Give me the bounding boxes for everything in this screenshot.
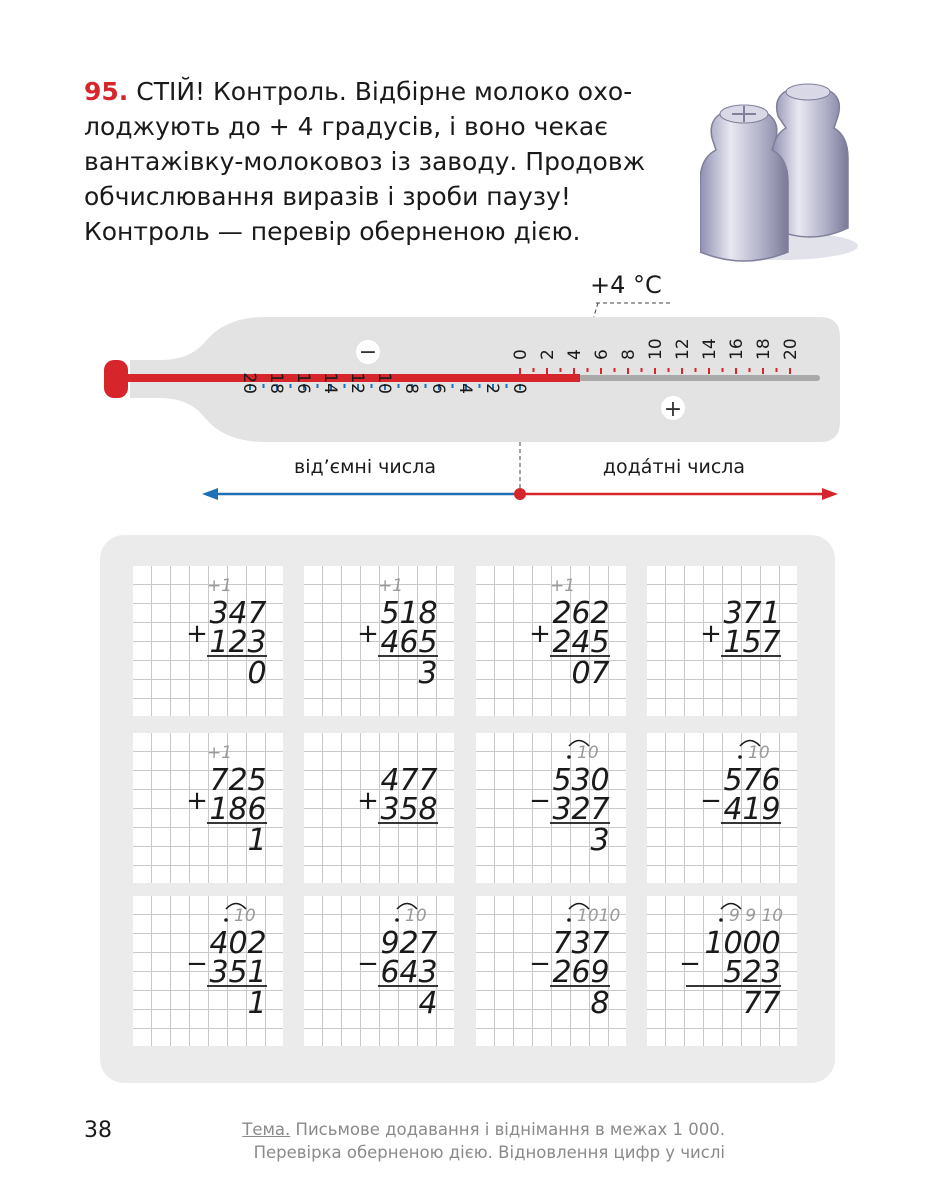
- minus-operator: −: [700, 786, 722, 816]
- minus-sign-icon: −: [358, 340, 378, 365]
- carry-hint: +1: [207, 743, 233, 763]
- exercise-grid: [304, 566, 454, 716]
- positive-scale-label: 16: [727, 338, 747, 360]
- bottom-digit: 6: [380, 955, 400, 990]
- bottom-digit: 4: [380, 625, 400, 660]
- theme-label: Тема.: [242, 1120, 291, 1139]
- bottom-digit: 8: [228, 792, 248, 827]
- top-digit: 5: [552, 763, 572, 798]
- negative-scale-label: 10: [374, 372, 394, 394]
- top-digit: 0: [723, 926, 743, 961]
- bottom-digit: 9: [761, 792, 781, 827]
- top-digit: 7: [742, 763, 762, 798]
- negative-scale-label: 8: [401, 383, 421, 394]
- positive-scale-label: 0: [511, 349, 531, 360]
- positive-scale-label: 18: [754, 338, 774, 360]
- bottom-digit: 6: [399, 625, 419, 660]
- negative-scale-label: 6: [428, 383, 448, 394]
- bottom-digit: 2: [228, 625, 248, 660]
- bottom-digit: 5: [228, 955, 248, 990]
- bottom-digit: 9: [590, 955, 610, 990]
- borrow-dot-icon: [738, 755, 742, 759]
- top-digit: 7: [418, 926, 438, 961]
- top-digit: 5: [380, 596, 400, 631]
- theme-footer: [200, 1118, 725, 1164]
- bottom-digit: 1: [723, 625, 743, 660]
- result-digit: 4: [418, 986, 438, 1021]
- top-digit: 7: [590, 926, 610, 961]
- thermometer-reading: +4 °C: [590, 271, 662, 299]
- result-digit: 7: [761, 986, 781, 1021]
- task-line-3: вантажівку-молоковоз із заводу. Продовж: [84, 147, 646, 176]
- page-number: 38: [84, 1118, 112, 1143]
- plus-operator: +: [357, 619, 379, 649]
- thermometer-diagram: [0, 270, 935, 520]
- result-digit: 1: [247, 823, 267, 858]
- top-digit: 2: [247, 926, 267, 961]
- carry-hint: 10: [577, 743, 599, 763]
- top-digit: 4: [380, 763, 400, 798]
- task-line-4: обчислювання виразів і зроби паузу!: [84, 182, 571, 211]
- carry-hint: +1: [207, 576, 233, 596]
- positive-arrow-head: [822, 488, 838, 500]
- exercise-grid: [304, 896, 454, 1046]
- exercise-grid: [133, 896, 283, 1046]
- bottom-digit: 7: [590, 792, 610, 827]
- negative-arrow-head: [202, 488, 218, 500]
- minus-operator: −: [529, 949, 551, 979]
- positive-scale-label: 14: [700, 338, 720, 360]
- carry-hint: 10: [234, 906, 256, 926]
- top-digit: 7: [247, 596, 267, 631]
- bottom-digit: 2: [552, 625, 572, 660]
- theme-line-2: Перевірка оберненою дією. Відновлення цифр у числі: [253, 1143, 725, 1162]
- borrow-dot-icon: [567, 755, 571, 759]
- task-text: [84, 74, 684, 249]
- bottom-digit: 8: [418, 792, 438, 827]
- bottom-digit: 1: [209, 625, 229, 660]
- negative-scale-label: 16: [293, 372, 313, 394]
- positive-scale-label: 4: [565, 349, 585, 360]
- plus-operator: +: [186, 786, 208, 816]
- bottom-digit: 5: [590, 625, 610, 660]
- carry-hint: +1: [550, 576, 576, 596]
- bottom-digit: 3: [380, 792, 400, 827]
- negative-scale-label: 0: [509, 383, 529, 394]
- top-digit: 0: [590, 763, 610, 798]
- top-digit: 7: [209, 763, 229, 798]
- task-line-2: лоджують до + 4 градусів, і воно чекає: [84, 112, 608, 141]
- result-digit: 8: [590, 986, 610, 1021]
- borrow-dot-icon: [719, 918, 723, 922]
- plus-sign-icon: +: [663, 397, 683, 422]
- bottom-digit: 1: [742, 792, 762, 827]
- top-digit: 2: [399, 926, 419, 961]
- carry-hint: 9 9 10: [729, 906, 784, 926]
- positive-scale-label: 20: [781, 338, 801, 360]
- positive-scale-label: 6: [592, 349, 612, 360]
- top-digit: 4: [209, 926, 229, 961]
- bottom-digit: 6: [571, 955, 591, 990]
- plus-operator: +: [186, 619, 208, 649]
- result-digit: 7: [590, 656, 610, 691]
- negative-scale-label: 12: [347, 372, 367, 394]
- top-digit: 7: [418, 763, 438, 798]
- top-digit: 2: [228, 763, 248, 798]
- positive-scale-label: 10: [646, 338, 666, 360]
- top-digit: 3: [209, 596, 229, 631]
- top-digit: 7: [552, 926, 572, 961]
- positive-scale-label: 8: [619, 349, 639, 360]
- exercise-grid: [133, 733, 283, 883]
- bottom-digit: 4: [399, 955, 419, 990]
- result-digit: 3: [590, 823, 610, 858]
- carry-hint: 1010: [577, 906, 621, 926]
- exercise-grid: [647, 733, 797, 883]
- milk-cans-illustration: [700, 78, 860, 268]
- top-digit: 4: [228, 596, 248, 631]
- bottom-digit: 5: [723, 955, 743, 990]
- bottom-digit: 7: [761, 625, 781, 660]
- result-digit: 0: [247, 656, 267, 691]
- task-line-5: Контроль — перевір оберненою дією.: [84, 217, 581, 246]
- bottom-digit: 5: [418, 625, 438, 660]
- thermometer-bulb: [104, 360, 128, 398]
- top-digit: 2: [552, 596, 572, 631]
- mercury-column: [110, 374, 580, 382]
- negative-scale-label: 20: [239, 372, 259, 394]
- result-digit: 7: [742, 986, 762, 1021]
- exercise-grid: [133, 566, 283, 716]
- bottom-digit: 3: [247, 625, 267, 660]
- exercise-grid: [647, 566, 797, 716]
- exercise-grid: [476, 896, 626, 1046]
- thermometer-tube: [575, 375, 820, 381]
- positive-scale-label: 12: [673, 338, 693, 360]
- top-digit: 0: [742, 926, 762, 961]
- bottom-digit: 3: [761, 955, 781, 990]
- carry-hint: 10: [748, 743, 770, 763]
- bottom-digit: 1: [247, 955, 267, 990]
- exercise-grid: [476, 566, 626, 716]
- positive-scale-label: 2: [538, 349, 558, 360]
- result-digit: 0: [571, 656, 591, 691]
- top-digit: 0: [761, 926, 781, 961]
- top-digit: 1: [761, 596, 781, 631]
- bottom-digit: 3: [418, 955, 438, 990]
- exercise-grid: [304, 733, 454, 883]
- top-digit: 5: [723, 763, 743, 798]
- top-digit: 6: [761, 763, 781, 798]
- top-digit: 5: [247, 763, 267, 798]
- borrow-dot-icon: [567, 918, 571, 922]
- plus-operator: +: [529, 619, 551, 649]
- task-line-1: 95. СТІЙ! Контроль. Відбірне молоко охо-: [84, 77, 633, 106]
- top-digit: 0: [228, 926, 248, 961]
- theme-line-1: Письмове додавання і віднімання в межах 1 000.: [290, 1120, 725, 1139]
- exercise-grid: [476, 733, 626, 883]
- top-digit: 3: [571, 926, 591, 961]
- bottom-digit: 6: [247, 792, 267, 827]
- bottom-digit: 2: [571, 792, 591, 827]
- bottom-digit: 4: [723, 792, 743, 827]
- negative-numbers-label: від’ємні числа: [294, 456, 436, 478]
- bottom-digit: 3: [209, 955, 229, 990]
- negative-scale-label: 2: [482, 383, 502, 394]
- plus-operator: +: [357, 786, 379, 816]
- bottom-digit: 3: [552, 792, 572, 827]
- result-digit: 3: [418, 656, 438, 691]
- top-digit: 8: [418, 596, 438, 631]
- bottom-digit: 1: [209, 792, 229, 827]
- negative-scale-label: 14: [320, 372, 340, 394]
- top-digit: 1: [399, 596, 419, 631]
- top-digit: 6: [571, 596, 591, 631]
- exercise-grid: [647, 896, 797, 1046]
- result-digit: 1: [247, 986, 267, 1021]
- top-digit: 1: [704, 926, 724, 961]
- zero-point: [514, 488, 526, 500]
- top-digit: 9: [380, 926, 400, 961]
- top-digit: 3: [723, 596, 743, 631]
- bottom-digit: 5: [742, 625, 762, 660]
- task-number: 95.: [84, 77, 129, 106]
- top-digit: 3: [571, 763, 591, 798]
- minus-operator: −: [529, 786, 551, 816]
- carry-hint: +1: [378, 576, 404, 596]
- minus-operator: −: [357, 949, 379, 979]
- bottom-digit: 4: [571, 625, 591, 660]
- bottom-digit: 5: [399, 792, 419, 827]
- positive-numbers-label: дода́тні числа: [602, 456, 746, 478]
- plus-operator: +: [700, 619, 722, 649]
- borrow-dot-icon: [224, 918, 228, 922]
- minus-operator: −: [679, 949, 701, 979]
- top-digit: 2: [590, 596, 610, 631]
- top-digit: 7: [742, 596, 762, 631]
- top-digit: 7: [399, 763, 419, 798]
- bottom-digit: 2: [552, 955, 572, 990]
- carry-hint: 10: [405, 906, 427, 926]
- borrow-dot-icon: [395, 918, 399, 922]
- bottom-digit: 2: [742, 955, 762, 990]
- negative-scale-label: 4: [455, 383, 475, 394]
- negative-scale-label: 18: [266, 372, 286, 394]
- minus-operator: −: [186, 949, 208, 979]
